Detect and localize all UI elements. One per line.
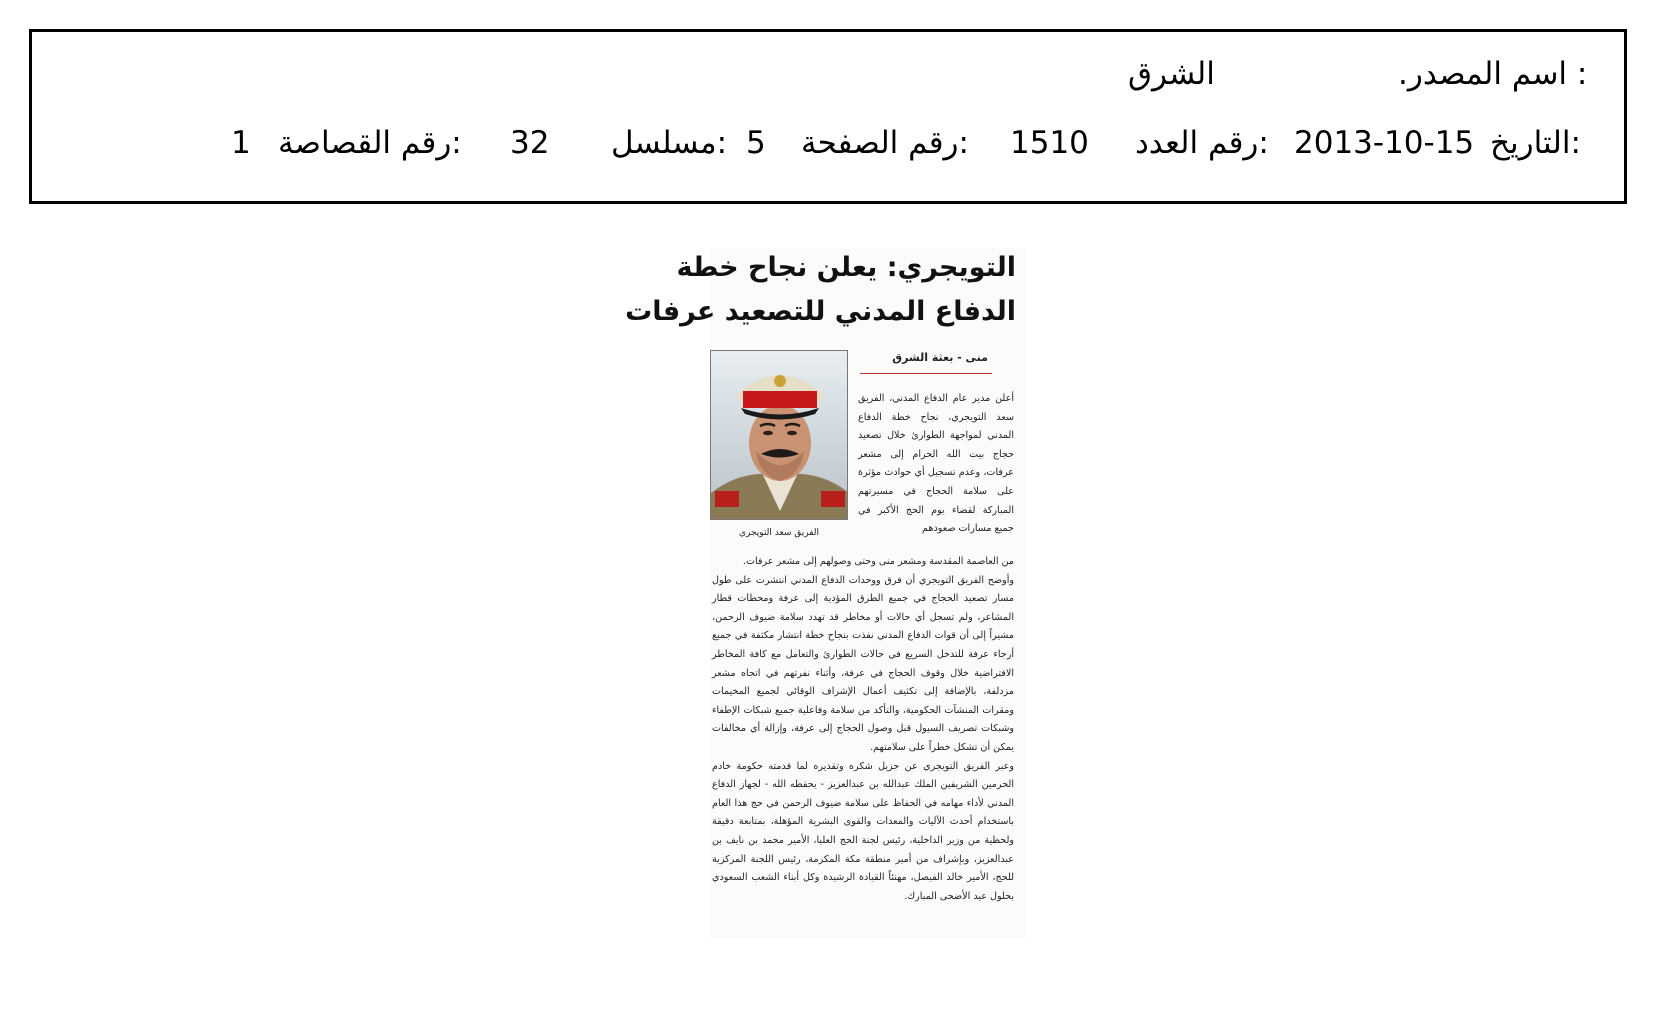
source-label: .اسم المصدر :	[1398, 56, 1588, 92]
byline: منى - بعثة الشرق	[892, 351, 988, 364]
article-paragraph-2: وأوضح الفريق التويجري أن فرق ووحدات الدفاع المدني انتشرت على طول مسار تصعيد الحجاج في جميع الطرق المؤدية إلى عرفة ومحطات قطار المشاعر، ولم تسجل أي حالات أو مخاطر قد تهدد سلامة ضيوف الرحمن، مشيراً إلى أن قوات الدفاع المدني نفذت بنجاح خطة انتشار مكثفة في جميع أرجاء عرفة للتدخل السريع في حالات الطوارئ والتعامل مع كافة المخاطر الافتراضية خلال وقوف الحجاج في عرفة، وأثناء نفرتهم في اتجاه مشعر مزدلفة، بالإضافة إلى تكثيف أعمال الإشراف الوقائي لجميع المخيمات ومقرات المنشآت الحكومية، والتأكد من سلامة وفاعلية جميع شبكات الإطفاء وشبكات تصريف السيول قبل وصول الحجاج إلى عرفة، وإزالة أي مخالفات يمكن أن تشكل خطراً على سلامتهم.	[712, 574, 1014, 753]
photo-caption: الفريق سعد التويجري	[738, 528, 820, 538]
date-value: 2013-10-15	[1294, 125, 1475, 161]
portrait-photo	[710, 350, 848, 520]
clip-number-label: رقم القصاصة:	[278, 125, 462, 161]
clipping-metadata-box	[29, 29, 1627, 204]
page-number-value: 5	[746, 125, 766, 161]
headline-line-1: التويجري: يعلن نجاح خطة	[676, 252, 1016, 283]
serial-value: 32	[510, 125, 550, 161]
serial-label: مسلسل:	[611, 125, 728, 161]
byline-divider	[860, 373, 992, 374]
issue-number-label: رقم العدد:	[1135, 125, 1269, 161]
headline-line-2: الدفاع المدني للتصعيد عرفات	[625, 296, 1016, 327]
article-paragraph-1: أعلن مدير عام الدفاع المدني، الفريق سعد التويجري، نجاح خطة الدفاع المدني لمواجهة الطوارئ خلال تصعيد حجاج بيت الله الحرام إلى مشعر عرفات، وعدم تسجيل أي حوادث مؤثرة على سلامة الحجاج في مسيرتهم المباركة لقضاء يوم الحج الأكبر في جميع مسارات صعودهم	[858, 393, 1014, 535]
article-paragraph-3: وعبر الفريق التويجري عن جزيل شكره وتقديره لما قدمته حكومة خادم الحرمين الشريفين الملك عبدالله بن عبدالعزيز - يحفظه الله - لجهاز الدفاع المدني لأداء مهامه في الحفاظ على سلامة ضيوف الرحمن في حج هذا العام باستخدام أحدث الآليات والمعدات والقوى البشرية المؤهلة، بمتابعة دقيقة ولحظية من وزير الداخلية، رئيس لجنة الحج العليا، الأمير محمد بن نايف بن عبدالعزيز، وبإشراف من أمير منطقة مكة المكرمة، رئيس اللجنة المركزية للحج، الأمير خالد الفيصل، مهنئاً القيادة الرشيدة وكل أبناء الشعب السعودي بحلول عيد الأضحى المبارك.	[712, 760, 1014, 902]
article-body	[712, 553, 1014, 906]
newspaper-clipping	[625, 248, 1026, 938]
issue-number-value: 1510	[1010, 125, 1089, 161]
article-paragraph-1-continued: من العاصمة المقدسة ومشعر منى وحتى وصولهم إلى مشعر عرفات.	[742, 556, 1014, 567]
clip-number-value: 1	[231, 125, 251, 161]
source-value: الشرق	[1128, 56, 1215, 92]
date-label: التاريخ:	[1490, 125, 1581, 161]
page-number-label: رقم الصفحة:	[801, 125, 969, 161]
